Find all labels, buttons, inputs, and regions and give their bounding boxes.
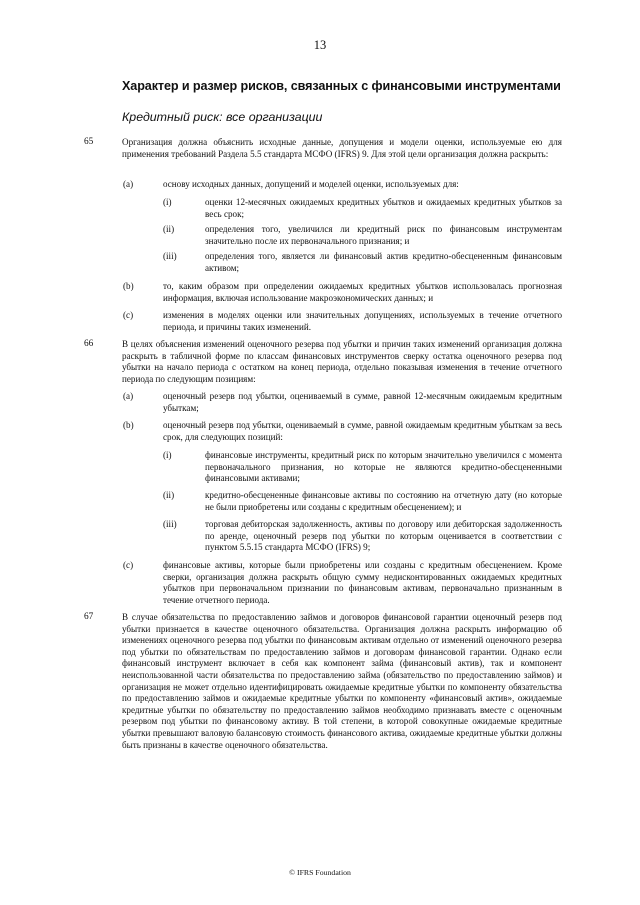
item-66-b-i-text: финансовые инструменты, кредитный риск по которым значительно увеличился с момента первоначального признания, но которые не являются кредитно-обесцененными финансовыми активами; bbox=[205, 450, 562, 484]
item-65-a-label: (a) bbox=[123, 179, 134, 189]
item-66-a-text: оценочный резерв под убытки, оцениваемый в сумме, равной 12-месячным ожидаемым кредитным убыткам; bbox=[163, 391, 562, 413]
item-66-b-ii-text: кредитно-обесцененные финансовые активы по состоянию на отчетную дату (но которые не были приобретены или созданы с кредитным обесценением); и bbox=[205, 490, 562, 512]
item-65-a-ii-label: (ii) bbox=[163, 224, 175, 234]
item-65-a-i-label: (i) bbox=[163, 197, 172, 207]
item-65-a-ii-text: определения того, увеличился ли кредитный риск по финансовым инструментам значительно после их первоначального признания; и bbox=[205, 224, 562, 246]
item-65-a-iii-text: определения того, является ли финансовый актив кредитно-обесцененным финансовым активом; bbox=[205, 251, 562, 273]
item-66-c-label: (c) bbox=[123, 560, 134, 570]
item-65-c-text: изменения в моделях оценки или значительных допущениях, используемых в течение отчетного периода, и причины таких изменений. bbox=[163, 310, 562, 332]
item-66-b-iii-label: (iii) bbox=[163, 519, 177, 529]
item-65-a-text: основу исходных данных, допущений и моделей оценки, используемых для: bbox=[163, 179, 459, 189]
item-65-a-iii-label: (iii) bbox=[163, 251, 177, 261]
item-65-c-label: (c) bbox=[123, 310, 134, 320]
item-65-b-text: то, каким образом при определении ожидаемых кредитных убытков использовалась прогнозная информация, включая использование макроэкономических данных; и bbox=[163, 281, 562, 303]
item-65-b-label: (b) bbox=[123, 281, 134, 291]
page-number: 13 bbox=[313, 38, 327, 52]
item-66-b-iii-text: торговая дебиторская задолженность, активы по договору или дебиторская задолженность по аренде, оценочный резерв под убытки по которым оценивается в соответствии с пунктом 5.5.15 стандарта МСФО (IFRS) 9; bbox=[205, 519, 562, 553]
item-66-b-ii-label: (ii) bbox=[163, 490, 175, 500]
paragraph-number-67: 67 bbox=[84, 612, 94, 622]
paragraph-65-text: Организация должна объяснить исходные данные, допущения и модели оценки, используемые ею для применения требований Раздела 5.5 стандарта МСФО (IFRS) 9. Для этой цели организация должна раскрыть: bbox=[122, 137, 562, 159]
paragraph-67-text: В случае обязательства по предоставлению займов и договоров финансовой гарантии оценочный резерв под убытки признается в качестве оценочного обязательства. Организация должна раскрыть информацию об изменениях оценочного резерва под убытки по финансовым активам отдельно от изменений оценочного резерва под убытки по обязательствам по предоставлению займов и договорам финансовой гарантии. Однако если финансовый инструмент включает в себя как компонент займа (финансовый актив), так и компонент неиспользованной части обязательства по предоставлению займа (обязательство по предоставлению займов) и организация не может отдельно идентифицировать ожидаемые кредитные убытки по компоненту обязательства по предоставлению займов и ожидаемые кредитные убытки по компоненту «финансовый актив», ожидаемые кредитные убытки по обязательству по предоставлению займов необходимо признавать вместе с оценочным резервом под убытки по финансовому активу. В той степени, в которой совокупные ожидаемые кредитные убытки превышают валовую балансовую стоимость финансового актива, ожидаемые кредитные убытки должны быть признаны в качестве оценочного обязательства. bbox=[122, 612, 562, 750]
item-66-b-text: оценочный резерв под убытки, оцениваемый в сумме, равной ожидаемым кредитным убыткам за весь срок, для следующих позиций: bbox=[163, 420, 562, 442]
paragraph-number-66: 66 bbox=[84, 339, 94, 349]
section-heading: Характер и размер рисков, связанных с финансовыми инструментами bbox=[122, 79, 561, 93]
item-65-a-i-text: оценки 12-месячных ожидаемых кредитных убытков и ожидаемых кредитных убытков за весь срок; bbox=[205, 197, 562, 219]
item-66-b-i-label: (i) bbox=[163, 450, 172, 460]
footer-copyright: © IFRS Foundation bbox=[289, 868, 351, 877]
paragraph-number-65: 65 bbox=[84, 137, 94, 147]
item-66-c-text: финансовые активы, которые были приобретены или созданы с кредитным обесценением. Кроме сверки, организация должна раскрыть общую сумму недисконтированных ожидаемых кредитных убытков при первоначальном признании по финансовым активам, первоначально признанным в течение отчетного периода. bbox=[163, 560, 562, 605]
item-66-b-label: (b) bbox=[123, 420, 134, 430]
paragraph-66-text: В целях объяснения изменений оценочного резерва под убытки и причин таких изменений организация должна раскрыть в табличной форме по классам финансовых инструментов сверку остатка оценочного резерва под убытки на начало периода с остатком на конец периода, отдельно показывая изменения в течение отчетного периода по следующим позициям: bbox=[122, 339, 562, 384]
item-66-a-label: (a) bbox=[123, 391, 134, 401]
subheading: Кредитный риск: все организации bbox=[122, 110, 323, 124]
